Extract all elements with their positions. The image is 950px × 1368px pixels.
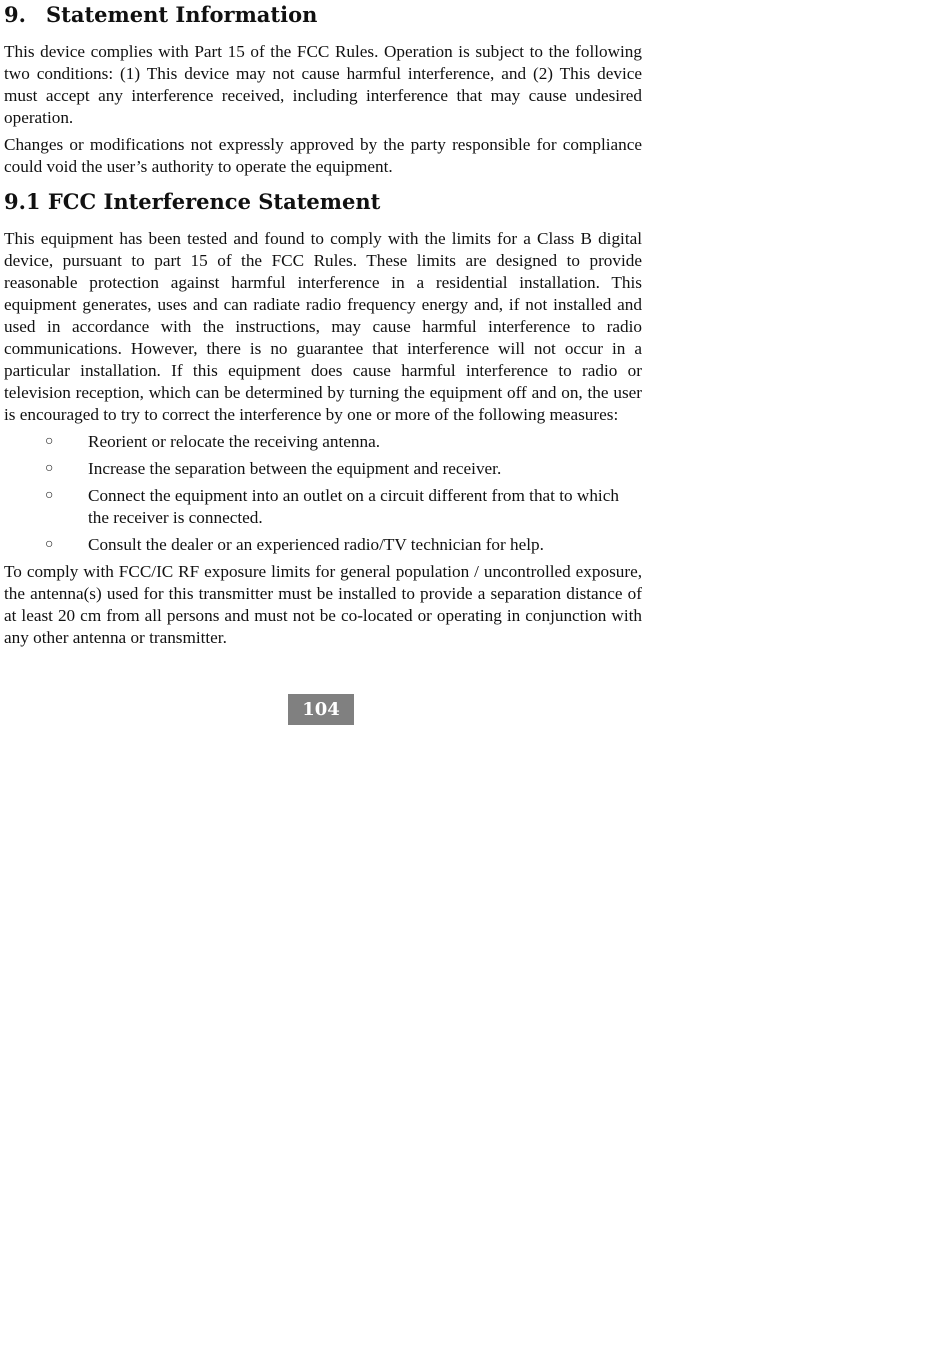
section-title: Statement Information xyxy=(46,2,318,27)
list-item-text: Increase the separation between the equipment and receiver. xyxy=(88,459,502,478)
list-item xyxy=(4,431,642,453)
bullet-circle-icon: ○ xyxy=(45,537,54,552)
section-number: 9. xyxy=(4,2,26,27)
bullet-circle-icon: ○ xyxy=(45,488,54,503)
measures-list xyxy=(4,431,642,556)
list-item xyxy=(4,534,642,556)
document-page xyxy=(4,0,642,649)
page-number-badge: 104 xyxy=(288,694,354,725)
interference-paragraph: This equipment has been tested and found to comply with the limits for a Class B digital device, pursuant to part 15 of the FCC Rules. These limits are designed to provide reasonable protection against harmful interference in a residential installation. This equipment generates, uses and can radiate radio frequency energy and, if not installed and used in accordance with the instructions, may cause harmful interference to radio communications. However, there is no guarantee that interference will not occur in a particular installation. If this equipment does cause harmful interference to radio or television reception, which can be determined by turning the equipment off and on, the user is encouraged to try to correct the interference by one or more of the following measures: xyxy=(4,229,642,424)
bullet-circle-icon: ○ xyxy=(45,461,54,476)
list-item xyxy=(4,458,642,480)
list-item xyxy=(4,485,642,529)
subsection-heading: 9.1 FCC Interference Statement xyxy=(4,189,381,214)
bullet-circle-icon: ○ xyxy=(45,434,54,449)
list-item-text: Consult the dealer or an experienced radio/TV technician for help. xyxy=(88,535,544,554)
intro-paragraph-2: Changes or modifications not expressly approved by the party responsible for compliance could void the user’s authority to operate the equipment. xyxy=(4,135,642,176)
section-heading xyxy=(4,2,642,28)
intro-paragraph-1: This device complies with Part 15 of the FCC Rules. Operation is subject to the following two conditions: (1) This device may not cause harmful interference, and (2) This device must accept any interference received, including interference that may cause undesired operation. xyxy=(4,42,642,127)
rf-exposure-paragraph: To comply with FCC/IC RF exposure limits for general population / uncontrolled exposure, the antenna(s) used for this transmitter must be installed to provide a separation distance of at least 20 cm from all persons and must not be co-located or operating in conjunction with any other antenna or transmitter. xyxy=(4,562,642,647)
list-item-text: Connect the equipment into an outlet on a circuit different from that to which the receiver is connected. xyxy=(88,486,619,527)
list-item-text: Reorient or relocate the receiving antenna. xyxy=(88,432,381,451)
